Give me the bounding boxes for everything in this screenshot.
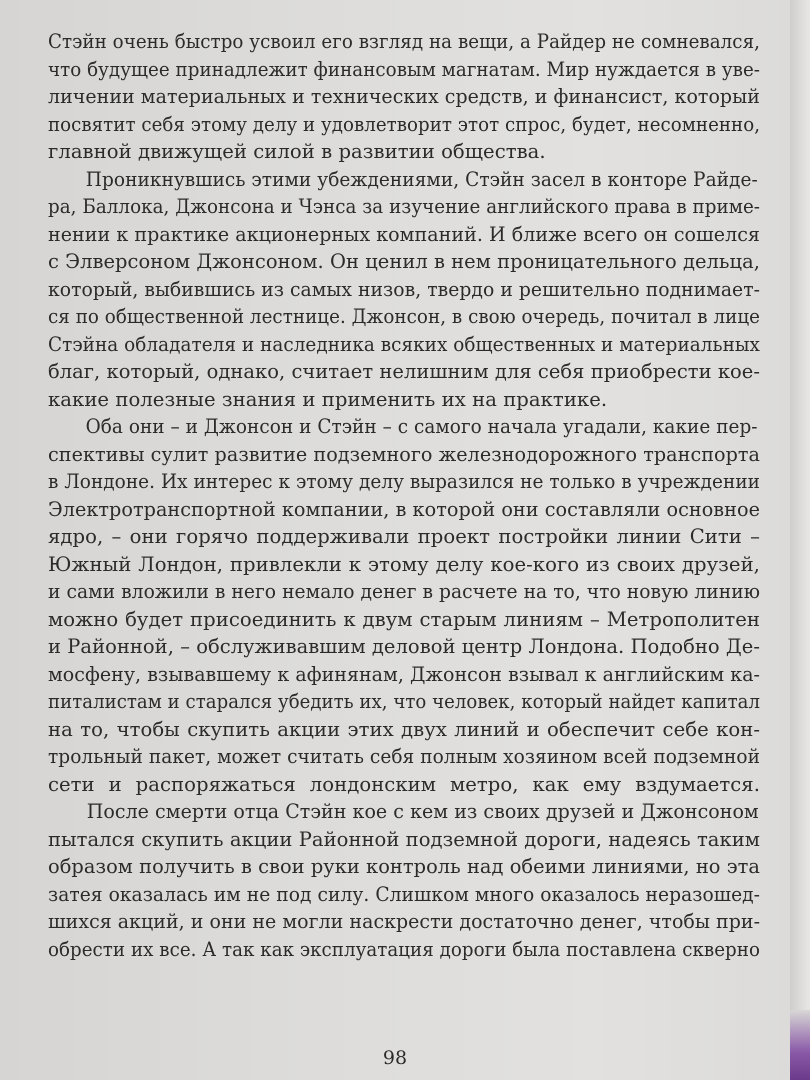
text-line: мосфену, взывавшему к афинянам, Джонсон взывал к английским ка-: [48, 662, 761, 686]
text-line: в Лондоне. Их интерес к этому делу выразился не только в учреждении: [48, 470, 761, 493]
text-line: и сами вложили в него немало денег в расчете на то, что новую линию: [48, 580, 761, 603]
text-line: с Элверсоном Джонсоном. Он ценил в нем проницательного дельца,: [48, 250, 760, 273]
text-line: какие полезные знания и применить их на практике.: [48, 387, 608, 411]
text-line: который, выбившись из самых низов, твердо и решительно поднимает-: [48, 277, 760, 301]
page-text: [48, 28, 760, 963]
page-number: 98: [382, 1047, 408, 1069]
text-line: ядро, – они горячо поддерживали проект постройки линии Сити –: [48, 525, 761, 548]
text-line: Электротранспортной компании, в которой они составляли основное: [48, 497, 760, 521]
text-line: образом получить в свои руки контроль над обеими линиями, но эта: [48, 855, 760, 878]
text-line: на то, чтобы скупить акции этих двух линий и обеспечит себе кон-: [48, 717, 761, 741]
text-line: Стэйн очень быстро усвоил его взгляд на вещи, а Райдер не сомневался,: [48, 30, 760, 53]
text-line: затея оказалась им не под силу. Слишком много оказалось неразошед-: [48, 882, 761, 906]
text-line: Оба они – и Джонсон и Стэйн – с самого начала угадали, какие пер-: [85, 415, 758, 438]
text-line: можно будет присоединить к двум старым линиям – Метрополитен: [48, 607, 761, 631]
text-line: питалистам и старался убедить их, что человек, который найдет капитал: [48, 690, 761, 713]
text-line: и Районной, – обслуживавшим деловой центр Лондона. Подобно Де-: [48, 635, 761, 658]
book-edge: [790, 0, 810, 1080]
text-line: ся по общественной лестнице. Джонсон, в свою очередь, почитал в лице: [48, 305, 761, 328]
cover-edge-accent: [790, 1010, 810, 1080]
paragraph: [48, 413, 760, 798]
paragraph: [48, 28, 760, 166]
text-line: Проникнувшись этими убеждениями, Стэйн засел в конторе Райде-: [85, 167, 758, 191]
text-line: личении материальных и технических средств, и финансист, который: [48, 85, 760, 108]
text-line: После смерти отца Стэйн кое с кем из своих друзей и Джонсоном: [86, 800, 759, 823]
text-line: пытался скупить акции Районной подземной дороги, надеясь таким: [48, 827, 761, 851]
text-line: спективы сулит развитие подземного железнодорожного транспорта: [48, 442, 761, 466]
text-line: сети и распоряжаться лондонским метро, как ему вздумается.: [48, 772, 760, 796]
text-line: Южный Лондон, привлекли к этому делу кое-кого из своих друзей,: [48, 552, 760, 576]
text-line: посвятит себя этому делу и удовлетворит этот спрос, будет, несомненно,: [48, 112, 761, 136]
text-line: Стэйна обладателя и наследника всяких общественных и материальных: [48, 332, 760, 356]
text-line: главной движущей силой в развитии общества.: [48, 140, 546, 163]
text-line: нении к практике акционерных компаний. И ближе всего он сошелся: [48, 222, 760, 246]
text-line: трольный пакет, может считать себя полным хозяином всей подземной: [48, 745, 760, 768]
text-line: обрести их все. А так как эксплуатация дороги была поставлена скверно: [48, 937, 760, 961]
text-line: благ, который, однако, считает нелишним для себя приобрести кое-: [48, 360, 760, 383]
paragraph: [48, 166, 760, 414]
text-line: что будущее принадлежит финансовым магнатам. Мир нуждается в уве-: [48, 57, 761, 81]
text-line: шихся акций, и они не могли наскрести достаточно денег, чтобы при-: [48, 910, 761, 933]
paragraph: [48, 798, 760, 963]
text-line: ра, Баллока, Джонсона и Чэнса за изучение английского права в приме-: [48, 195, 761, 218]
